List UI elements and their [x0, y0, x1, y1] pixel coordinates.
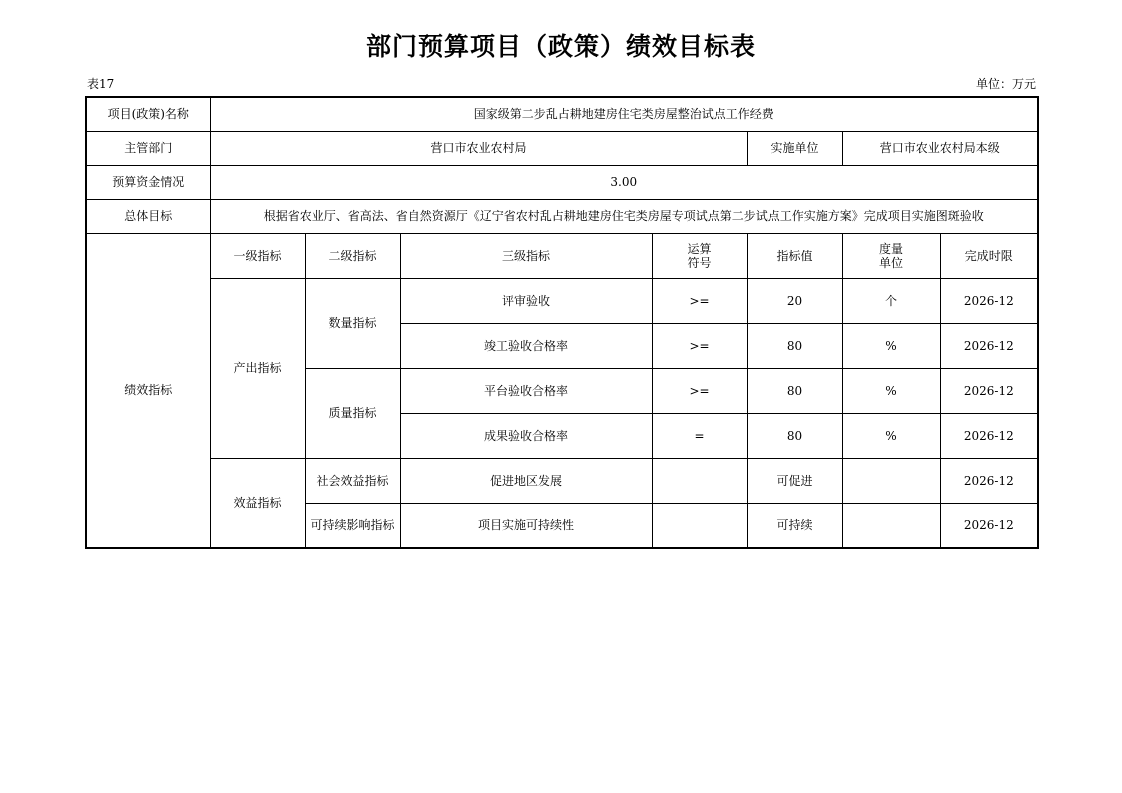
group-quantity: 数量指标 — [305, 278, 400, 368]
row-unit — [842, 503, 940, 548]
row-deadline: 2026-12 — [940, 503, 1038, 548]
group-output: 产出指标 — [210, 278, 305, 458]
group-benefit: 效益指标 — [210, 458, 305, 548]
row-indicator: 评审验收 — [400, 278, 652, 323]
project-name-value: 国家级第二步乱占耕地建房住宅类房屋整治试点工作经费 — [210, 97, 1038, 131]
header-unit-line2: 单位 — [878, 255, 903, 270]
header-row — [86, 233, 1038, 278]
header-operator-line1: 运算 — [687, 241, 712, 256]
header-operator-line2: 符号 — [687, 255, 712, 270]
row-target: 80 — [747, 368, 842, 413]
unit-label: 单位：万元 — [975, 77, 1036, 91]
table-number: 表17 — [87, 77, 115, 91]
department-label: 主管部门 — [86, 131, 210, 165]
row-unit: % — [842, 368, 940, 413]
row-target: 可促进 — [747, 458, 842, 503]
group-quality: 质量指标 — [305, 368, 400, 458]
header-unit-line1: 度量 — [878, 241, 903, 256]
header-operator — [652, 233, 747, 278]
row-target: 20 — [747, 278, 842, 323]
project-name-label: 项目(政策)名称 — [86, 97, 210, 131]
performance-table — [85, 96, 1039, 549]
row-indicator: 平台验收合格率 — [400, 368, 652, 413]
row-department — [86, 131, 1038, 165]
row-operator: >= — [652, 368, 747, 413]
row-indicator: 促进地区发展 — [400, 458, 652, 503]
page-title: 部门预算项目（政策）绩效目标表 — [365, 32, 756, 61]
table-row — [86, 278, 1038, 323]
row-deadline: 2026-12 — [940, 278, 1038, 323]
impl-unit-value: 营口市农业农村局本级 — [842, 131, 1038, 165]
row-operator: = — [652, 413, 747, 458]
header-level1: 一级指标 — [210, 233, 305, 278]
row-operator: >= — [652, 278, 747, 323]
row-deadline: 2026-12 — [940, 413, 1038, 458]
row-operator: >= — [652, 323, 747, 368]
header-level2: 二级指标 — [305, 233, 400, 278]
row-operator — [652, 503, 747, 548]
group-sustain: 可持续影响指标 — [305, 503, 400, 548]
row-deadline: 2026-12 — [940, 368, 1038, 413]
row-target: 80 — [747, 413, 842, 458]
row-unit: 个 — [842, 278, 940, 323]
row-target: 80 — [747, 323, 842, 368]
budget-value: 3.00 — [210, 165, 1038, 199]
row-operator — [652, 458, 747, 503]
row-budget — [86, 165, 1038, 199]
row-target: 可持续 — [747, 503, 842, 548]
row-project-name — [86, 97, 1038, 131]
overall-goal-value: 根据省农业厅、省高法、省自然资源厅《辽宁省农村乱占耕地建房住宅类房屋专项试点第二步试点工作实施方案》完成项目实施图斑验收 — [210, 199, 1038, 233]
row-unit: % — [842, 413, 940, 458]
table-row — [86, 458, 1038, 503]
row-unit — [842, 458, 940, 503]
row-overall-goal — [86, 199, 1038, 233]
row-unit: % — [842, 323, 940, 368]
row-deadline: 2026-12 — [940, 458, 1038, 503]
header-target: 指标值 — [747, 233, 842, 278]
header-unit — [842, 233, 940, 278]
header-deadline: 完成时限 — [940, 233, 1038, 278]
row-indicator: 竣工验收合格率 — [400, 323, 652, 368]
budget-label: 预算资金情况 — [86, 165, 210, 199]
performance-label: 绩效指标 — [86, 233, 210, 548]
group-social: 社会效益指标 — [305, 458, 400, 503]
overall-goal-label: 总体目标 — [86, 199, 210, 233]
row-indicator: 成果验收合格率 — [400, 413, 652, 458]
header-level3: 三级指标 — [400, 233, 652, 278]
row-indicator: 项目实施可持续性 — [400, 503, 652, 548]
department-value: 营口市农业农村局 — [210, 131, 747, 165]
row-deadline: 2026-12 — [940, 323, 1038, 368]
impl-unit-label: 实施单位 — [747, 131, 842, 165]
